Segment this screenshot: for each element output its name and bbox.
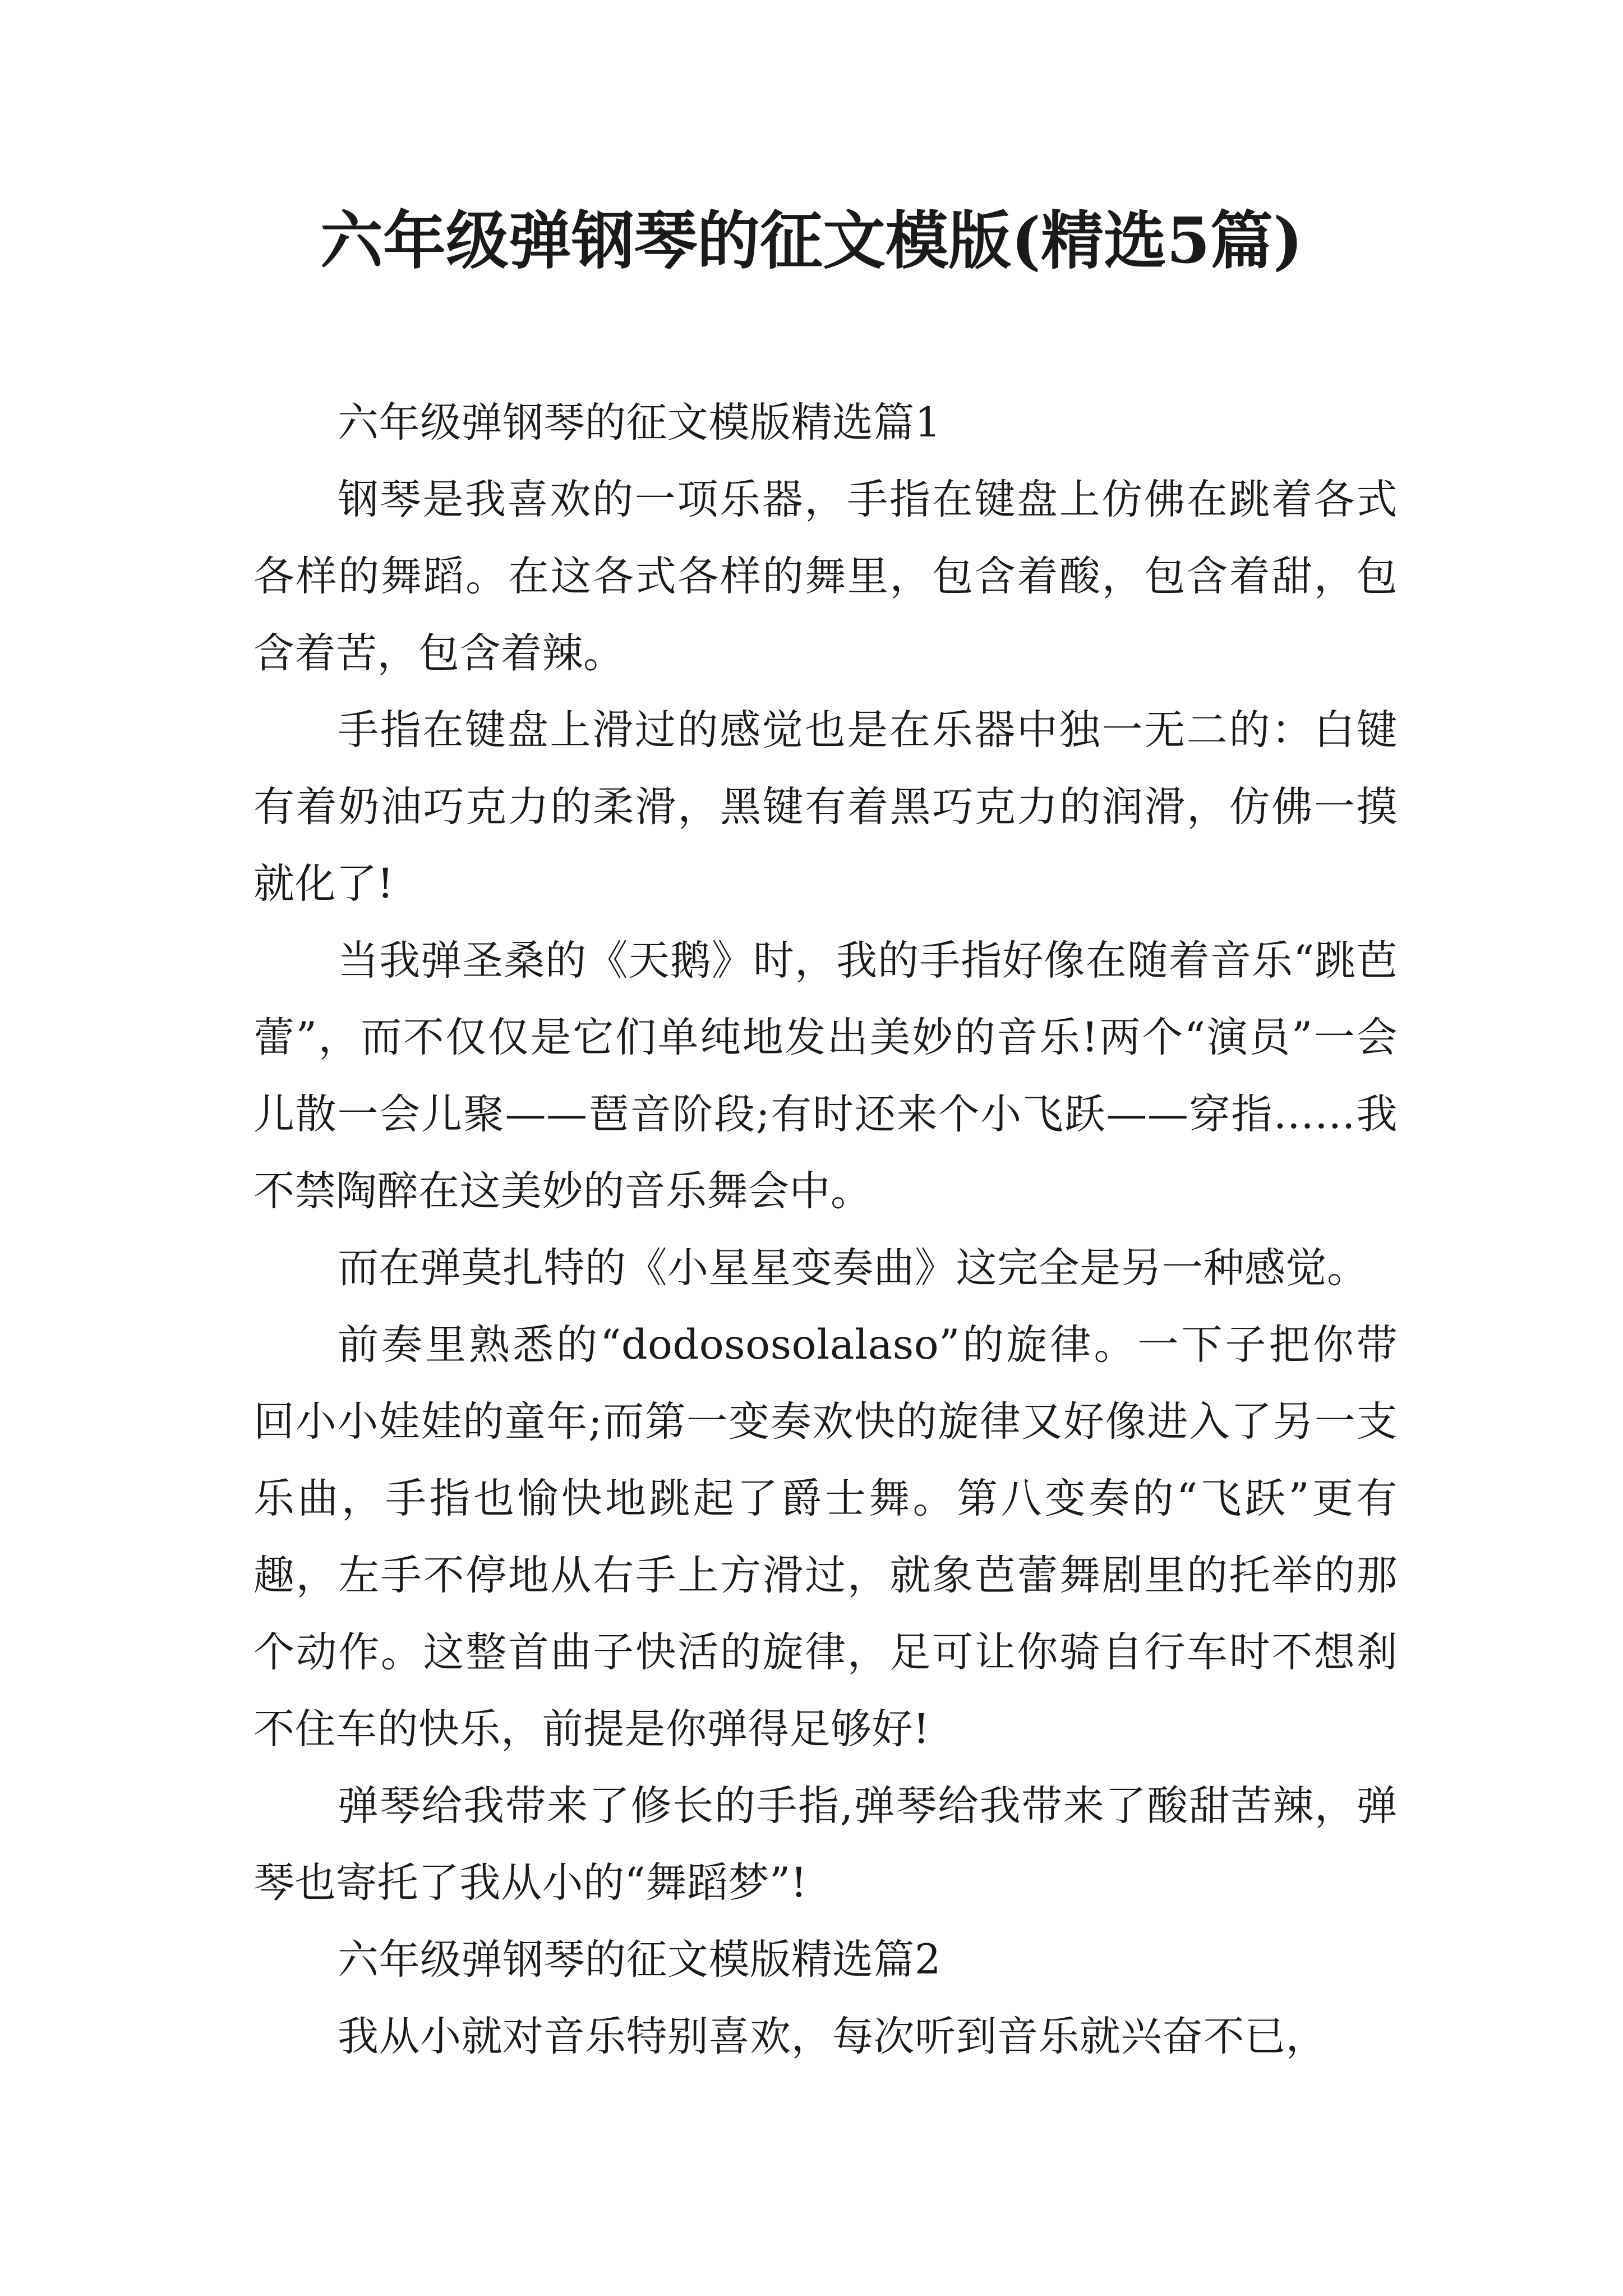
- section-heading-2: 六年级弹钢琴的征文模版精选篇2: [338, 1936, 941, 1984]
- paragraph: 我从小就对音乐特别喜欢，每次听到音乐就兴奋不已，: [338, 2013, 1327, 2060]
- paragraph: 弹琴给我带来了修长的手指,弹琴给我带来了酸甜苦辣，弹琴也寄托了我从小的“舞蹈梦”!: [253, 1782, 1398, 1907]
- document-title: 六年级弹钢琴的征文模版(精选5篇): [320, 204, 1303, 278]
- document-body: [253, 384, 1398, 2075]
- section-heading-1: 六年级弹钢琴的征文模版精选篇1: [338, 399, 941, 447]
- paragraph: 钢琴是我喜欢的一项乐器，手指在键盘上仿佛在跳着各式各样的舞蹈。在这各式各样的舞里，包含着酸，包含着甜，包含着苦，包含着辣。: [253, 476, 1398, 677]
- paragraph: 手指在键盘上滑过的感觉也是在乐器中独一无二的：白键有着奶油巧克力的柔滑，黑键有着黑巧克力的润滑，仿佛一摸就化了!: [253, 706, 1398, 908]
- paragraph: 当我弹圣桑的《天鹅》时，我的手指好像在随着音乐“跳芭蕾”，而不仅仅是它们单纯地发出美妙的音乐!两个“演员”一会儿散一会儿聚——琶音阶段;有时还来个小飞跃——穿指……我不禁陶醉在这美妙的音乐舞会中。: [253, 937, 1398, 1215]
- paragraph: 而在弹莫扎特的《小星星变奏曲》这完全是另一种感觉。: [338, 1244, 1368, 1292]
- paragraph: 前奏里熟悉的“dodososolalaso”的旋律。一下子把你带回小小娃娃的童年;而第一变奏欢快的旋律又好像进入了另一支乐曲，手指也愉快地跳起了爵士舞。第八变奏的“飞跃”更有趣，左手不停地从右手上方滑过，就象芭蕾舞剧里的托举的那个动作。这整首曲子快活的旋律，足可让你骑自行车时不想刹不住车的快乐，前提是你弹得足够好!: [253, 1321, 1398, 1753]
